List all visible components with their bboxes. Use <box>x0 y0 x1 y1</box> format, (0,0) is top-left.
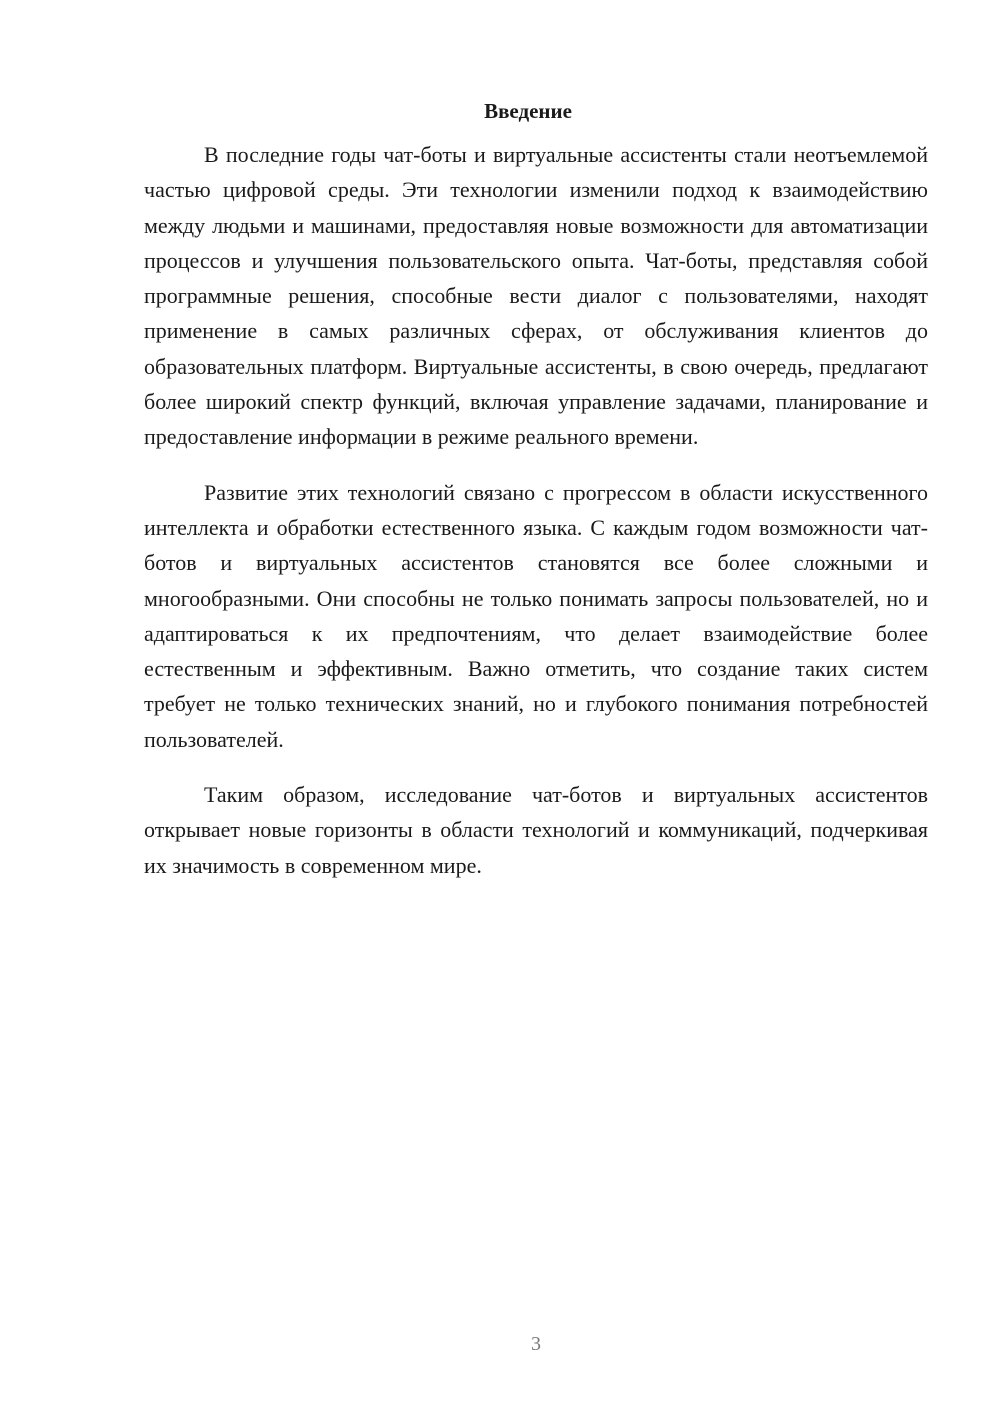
paragraph-1: В последние годы чат-боты и виртуальные ассистенты стали неотъемлемой частью цифровой среды. Эти технологии изменили подход к взаимодействию между людьми и машинами, предоставляя новые возможности для автоматизации процессов и улучшения пользовательского опыта. Чат-боты, представляя собой программные решения, способные вести диалог с пользователями, находят применение в самых различных сферах, от обслуживания клиентов до образовательных платформ. Виртуальные ассистенты, в свою очередь, предлагают более широкий спектр функций, включая управление задачами, планирование и предоставление информации в режиме реального времени. <box>144 142 928 450</box>
section-heading: Введение <box>484 99 572 123</box>
paragraph-2: Развитие этих технологий связано с прогрессом в области искусственного интеллекта и обработки естественного языка. С каждым годом возможности чат-ботов и виртуальных ассистентов становятся все более сложными и многообразными. Они способны не только понимать запросы пользователей, но и адаптироваться к их предпочтениям, что делает взаимодействие более естественным и эффективным. Важно отметить, что создание таких систем требует не только технических знаний, но и глубокого понимания потребностей пользователей. <box>144 479 928 752</box>
page-content <box>144 95 928 903</box>
paragraph-3: Таким образом, исследование чат-ботов и виртуальных ассистентов открывает новые горизонты в области технологий и коммуникаций, подчеркивая их значимость в современном мире. <box>144 782 928 878</box>
page-number: 3 <box>531 1333 541 1355</box>
